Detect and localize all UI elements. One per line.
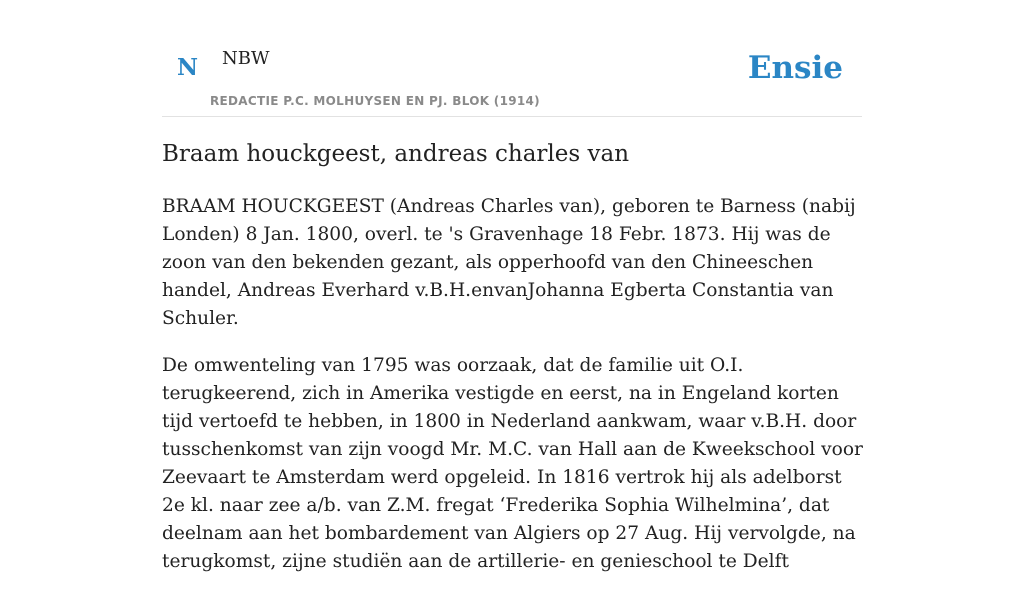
source-header xyxy=(162,0,862,117)
article-paragraph-2: De omwenteling van 1795 was oorzaak, dat de familie uit O.I. terugkeerend, zich in Amerika vestigde en eerst, na in Engeland korten tijd vertoefd te hebben, in 1800 in Nederland aankwam, waar v.B.H. door tusschenkomst van zijn voogd Mr. M.C. van Hall aan de Kweekschool voor Zeevaart te Amsterdam werd opgeleid. In 1816 vertrok hij als adelborst 2e kl. naar zee a/b. van Z.M. fregat ‘Frederika Sophia Wilhelmina’, dat deelnam aan het bombardement van Algiers op 27 Aug. Hij vervolgde, na terugkomst, zijne studiën aan de artillerie- en genieschool te Delft xyxy=(162,355,863,572)
article-body xyxy=(162,193,866,595)
source-logo-icon[interactable]: N xyxy=(177,54,199,81)
brand-logo-link[interactable]: Ensie xyxy=(747,50,843,86)
source-name-link[interactable]: NBW xyxy=(222,48,270,69)
source-subtitle: REDACTIE P.C. MOLHUYSEN EN PJ. BLOK (1914) xyxy=(210,94,540,108)
article-paragraph-1: BRAAM HOUCKGEEST (Andreas Charles van), geboren te Barness (nabij Londen) 8 Jan. 1800, overl. te 's Gravenhage 18 Febr. 1873. Hij was de zoon van den bekenden gezant, als opperhoofd van den Chineeschen handel, Andreas Everhard v.B.H.envanJohanna Egberta Constantia van Schuler. xyxy=(162,196,856,329)
article-title: Braam houckgeest, andreas charles van xyxy=(162,141,630,167)
